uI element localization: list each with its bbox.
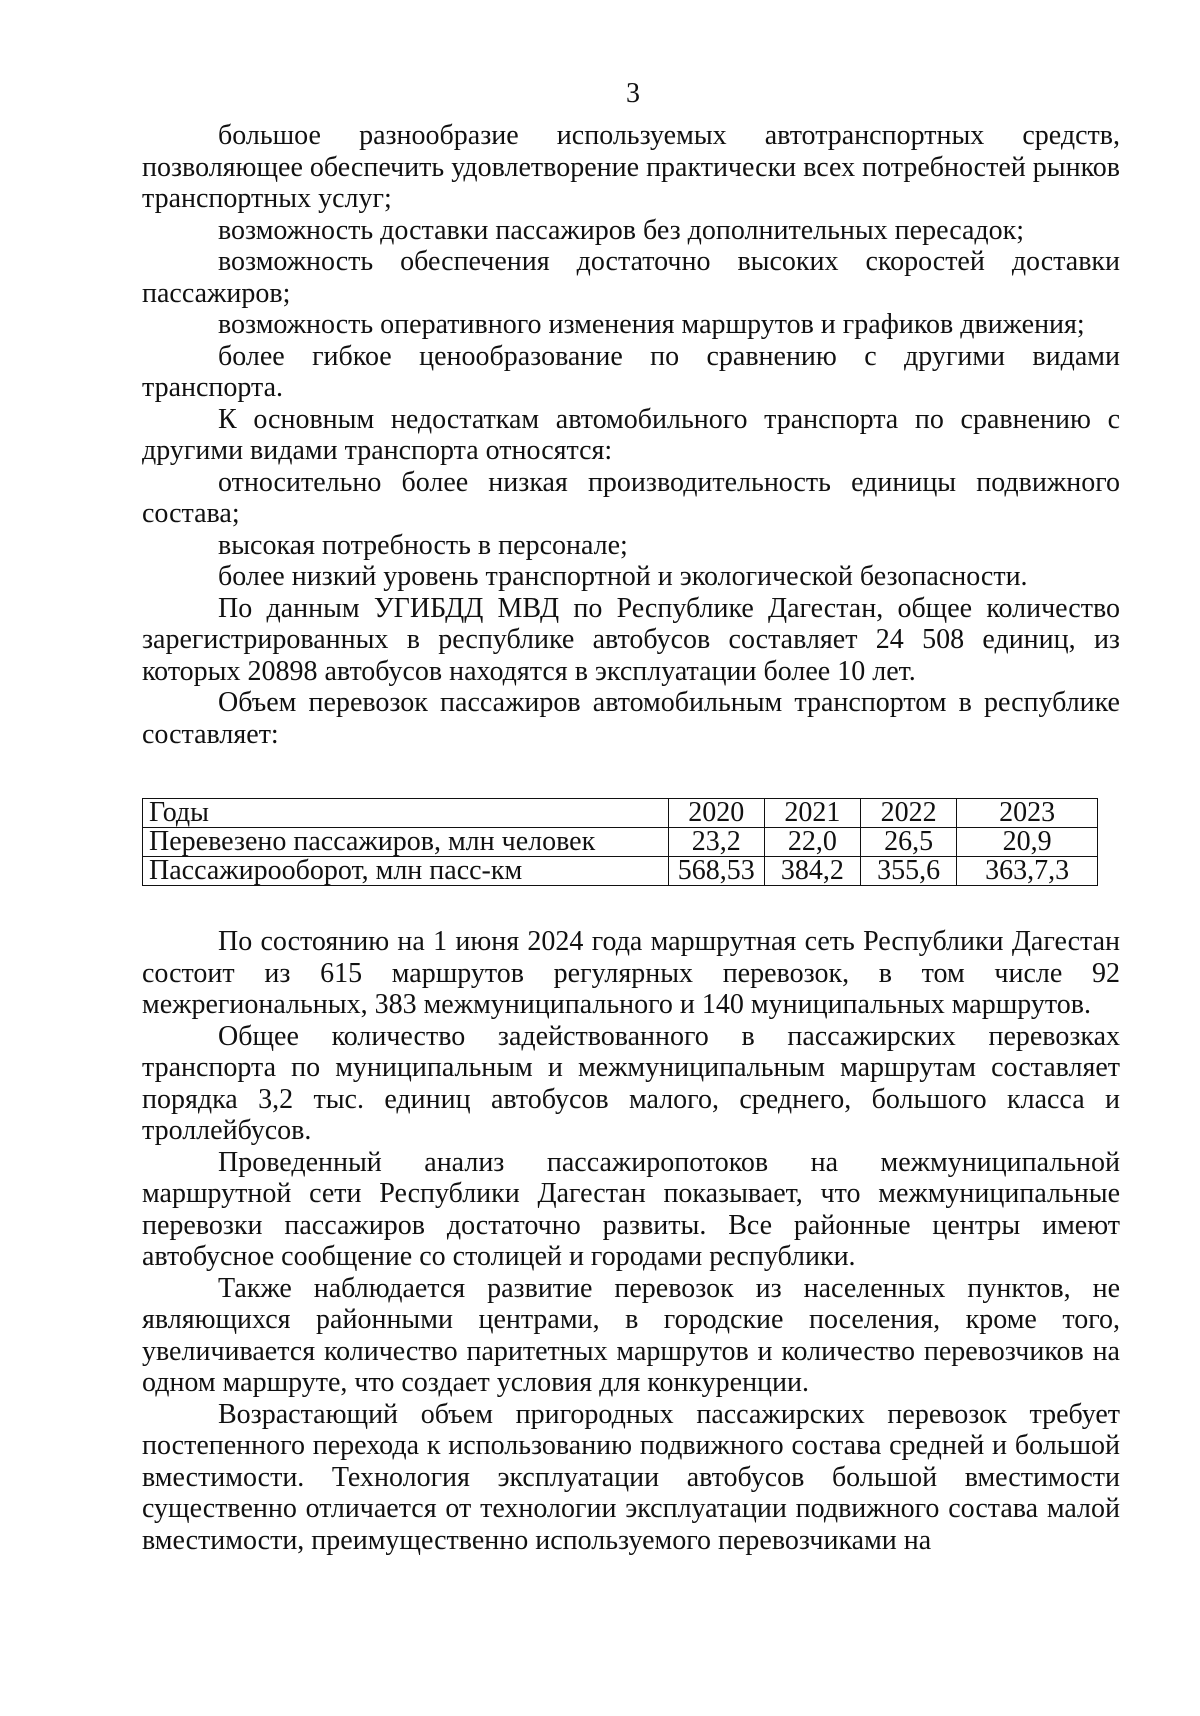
paragraph: Общее количество задействованного в пассажирских перевозках транспорта по муниципальным и межмуниципальным маршрутам составляет порядка 3,2 тыс. единиц автобусов малого, среднего, большого класса и троллейбусов. [142,1020,1120,1146]
table-cell: 20,9 [957,828,1098,857]
paragraph: возможность оперативного изменения маршрутов и графиков движения; [218,309,1085,340]
paragraph: Возрастающий объем пригородных пассажирских перевозок требует постепенного перехода к использованию подвижного состава средней и большой вместимости. Технология эксплуатации автобусов большой вместимости существенно отличается от технологии эксплуатации подвижного состава малой вместимости, преимущественно используемого перевозчиками на [142,1398,1120,1556]
paragraph: возможность обеспечения достаточно высоких скоростей доставки пассажиров; [142,246,1120,309]
table-cell: 26,5 [861,828,957,857]
paragraph: По данным УГИБДД МВД по Республике Дагестан, общее количество зарегистрированных в республике автобусов составляет 24 508 единиц, из которых 20898 автобусов находятся в эксплуатации более 10 лет. [142,592,1120,687]
table-cell: Перевезено пассажиров, млн человек [143,828,669,857]
table-header-cell: 2023 [957,799,1098,828]
paragraph: относительно более низкая производительность единицы подвижного состава; [142,466,1120,529]
table-row [143,828,1098,857]
paragraph: По состоянию на 1 июня 2024 года маршрутная сеть Республики Дагестан состоит из 615 маршрутов регулярных перевозок, в том числе 92 межрегиональных, 383 межмуниципального и 140 муниципальных маршрутов. [142,926,1120,1020]
paragraph: возможность доставки пассажиров без дополнительных пересадок; [218,214,1025,246]
table-cell: 23,2 [668,828,764,857]
paragraph: высокая потребность в персонале; [218,529,628,561]
paragraph: более низкий уровень транспортной и экологической безопасности. [218,561,1028,592]
table-cell: 384,2 [764,857,860,886]
paragraph: Также наблюдается развитие перевозок из населенных пунктов, не являющихся районными центрами, в городские поселения, кроме того, увеличивается количество паритетных маршрутов и количество перевозчиков на одном маршруте, что создает условия для конкуренции. [142,1272,1120,1398]
passenger-traffic-table [142,798,1098,886]
table-cell: 355,6 [861,857,957,886]
table-header-cell: 2020 [668,799,764,828]
table-cell: Пассажирооборот, млн пасс-км [143,857,669,886]
paragraph: Объем перевозок пассажиров автомобильным транспортом в республике составляет: [142,687,1120,750]
passenger-table-wrapper [142,798,1120,886]
table-header-cell: 2022 [861,799,957,828]
table-cell: 22,0 [764,828,860,857]
paragraph: большое разнообразие используемых автотранспортных средств, позволяющее обеспечить удовлетворение практически всех потребностей рынков транспортных услуг; [142,120,1120,214]
table-cell: 363,7,3 [957,857,1098,886]
document-body [142,120,1120,1556]
paragraph: Проведенный анализ пассажиропотоков на межмуниципальной маршрутной сети Республики Дагестан показывает, что межмуниципальные перевозки пассажиров достаточно развиты. Все районные центры имеют автобусное сообщение со столицей и городами республики. [142,1146,1120,1272]
table-row [143,857,1098,886]
table-header-row [143,799,1098,828]
page-number: 3 [626,78,640,109]
table-header-cell: Годы [143,799,669,828]
paragraph: К основным недостаткам автомобильного транспорта по сравнению с другими видами транспорта относятся: [142,403,1120,466]
table-cell: 568,53 [668,857,764,886]
paragraph: более гибкое ценообразование по сравнению с другими видами транспорта. [142,340,1120,403]
table-header-cell: 2021 [764,799,860,828]
